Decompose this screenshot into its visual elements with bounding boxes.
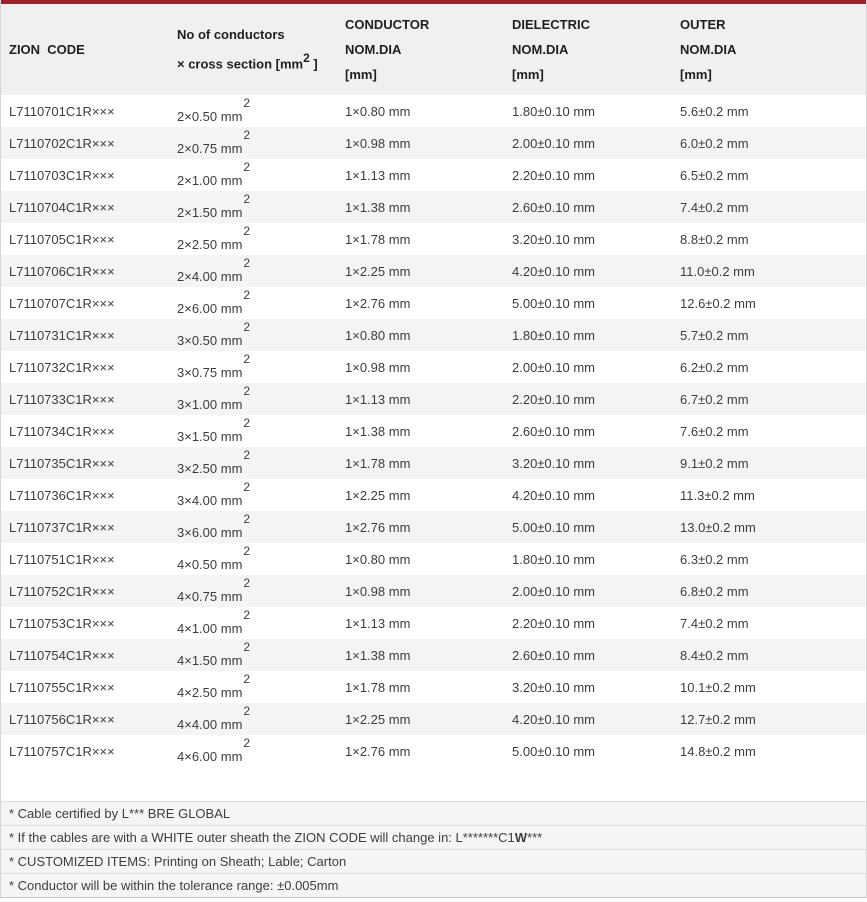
dielectric-dia-cell: 3.20±0.10 mm [512,679,596,695]
table-row [1,95,866,127]
zion-code-cell: L7110757C1R××× [9,743,115,759]
zion-code-cell: L7110754C1R××× [1,639,169,671]
dielectric-dia-cell: 2.20±0.10 mm [512,615,596,631]
dielectric-dia-cell: 2.20±0.10 mm [504,383,672,415]
conductor-dia-cell: 1×1.38 mm [337,639,504,671]
conductor-dia-cell: 1×2.25 mm [345,487,411,503]
table-row [1,191,866,223]
conductor-dia-cell: 1×1.13 mm [337,383,504,415]
dielectric-dia-cell: 2.00±0.10 mm [504,575,672,607]
column-header-zion-code [1,4,169,95]
zion-code-cell: L7110735C1R××× [1,447,169,479]
cross-section-cell: 4×4.00 $mm^2$ [169,703,337,735]
dielectric-dia-cell: 2.60±0.10 mm [504,639,672,671]
footnotes-section [1,801,866,897]
superscript: 2 [243,480,251,495]
dielectric-dia-cell: 5.00±0.10 mm [504,511,672,543]
zion-code-cell: L7110704C1R××× [1,191,169,223]
zion-code-cell: L7110706C1R××× [1,255,169,287]
column-header-conductor-nom-dia [337,4,504,95]
zion-code-cell: L7110732C1R××× [9,359,115,375]
outer-dia-cell: 6.5±0.2 mm [680,167,749,183]
header-label: × cross section [$mm^2$ ] [177,51,318,72]
conductor-dia-cell: 1×0.98 mm [337,127,504,159]
outer-dia-cell: 12.6±0.2 mm [680,295,756,311]
cross-section-cell: 4×2.50 $mm^2$ [177,672,251,700]
superscript: 2 [243,128,251,143]
superscript: 2 [243,160,251,175]
conductor-dia-cell: 1×2.25 mm [337,703,504,735]
footnote-bold-segment: W [514,830,528,845]
table-row [1,479,866,511]
conductor-dia-cell: 1×1.78 mm [345,679,411,695]
dielectric-dia-cell: 2.20±0.10 mm [512,167,596,183]
header-label: NOM.DIA [680,42,737,57]
cross-section-cell: 4×0.50 $mm^2$ [177,544,251,572]
conductor-dia-cell: 1×0.80 mm [345,551,411,567]
conductor-dia-cell: 1×2.76 mm [337,511,504,543]
header-label: ZION CODE [9,42,85,57]
footnote [1,826,866,850]
cross-section-cell: 4×1.50 $mm^2$ [169,639,337,671]
outer-dia-cell: 14.8±0.2 mm [680,743,756,759]
column-header-outer-nom-dia [672,4,866,95]
conductor-dia-cell: 1×0.98 mm [337,575,504,607]
dielectric-dia-cell: 2.00±0.10 mm [504,127,672,159]
header-label: NOM.DIA [512,42,569,57]
table-row [1,415,866,447]
outer-dia-cell: 7.4±0.2 mm [672,191,866,223]
table-body [1,95,866,767]
zion-code-cell: L7110702C1R××× [1,127,169,159]
outer-dia-cell: 8.4±0.2 mm [672,639,866,671]
cross-section-cell: 2×2.50 $mm^2$ [177,224,251,252]
cross-section-cell: 2×4.00 $mm^2$ [169,255,337,287]
header-label: CONDUCTOR [345,17,430,32]
table-row [1,287,866,319]
dielectric-dia-cell: 4.20±0.10 mm [504,703,672,735]
zion-code-cell: L7110705C1R××× [9,231,115,247]
zion-code-cell: L7110733C1R××× [1,383,169,415]
superscript: 2 [243,736,251,751]
outer-dia-cell: 11.3±0.2 mm [680,487,755,503]
header-label: OUTER [680,17,726,32]
superscript: 2 [243,96,251,111]
cross-section-cell: 2×1.50 $mm^2$ [169,191,337,223]
footnote [1,874,866,897]
outer-dia-cell: 12.7±0.2 mm [672,703,866,735]
cross-section-cell: 2×6.00 $mm^2$ [177,288,251,316]
conductor-dia-cell: 1×0.98 mm [345,359,411,375]
conductor-dia-cell: 1×2.76 mm [345,743,411,759]
table-row [1,671,866,703]
table-row [1,543,866,575]
footnote [1,802,866,826]
zion-code-cell: L7110755C1R××× [9,679,115,695]
cross-section-cell: 3×1.50 $mm^2$ [177,416,251,444]
zion-code-cell: L7110707C1R××× [9,295,115,311]
superscript: 2 [243,384,251,399]
dielectric-dia-cell: 3.20±0.10 mm [512,231,596,247]
superscript: 2 [303,51,310,66]
outer-dia-cell: 6.0±0.2 mm [672,127,866,159]
conductor-dia-cell: 1×0.80 mm [337,319,504,351]
zion-code-cell: L7110753C1R××× [9,615,115,631]
cross-section-cell: 3×2.50 $mm^2$ [169,447,337,479]
conductor-dia-cell: 1×1.78 mm [345,231,411,247]
superscript: 2 [243,192,251,207]
conductor-dia-cell: 1×1.38 mm [337,191,504,223]
table-header [1,4,866,95]
superscript: 2 [243,544,251,559]
outer-dia-cell: 6.7±0.2 mm [672,383,866,415]
outer-dia-cell: 11.0±0.2 mm [672,255,866,287]
conductor-dia-cell: 1×0.80 mm [345,103,411,119]
zion-code-cell: L7110737C1R××× [1,511,169,543]
cross-section-cell: 3×4.00 $mm^2$ [177,480,251,508]
table-row [1,447,866,479]
table-row [1,255,866,287]
table-row [1,735,866,767]
zion-code-cell: L7110701C1R××× [9,103,115,119]
dielectric-dia-cell: 4.20±0.10 mm [512,487,596,503]
footnote-text: * CUSTOMIZED ITEMS: Printing on Sheath; Lable; Carton [9,854,347,869]
dielectric-dia-cell: 1.80±0.10 mm [504,319,672,351]
superscript: 2 [243,256,251,271]
zion-code-cell: L7110752C1R××× [1,575,169,607]
header-label: No of conductors [177,27,285,43]
conductor-dia-cell: 1×1.38 mm [345,423,411,439]
table-row [1,223,866,255]
cross-section-cell: 3×1.00 $mm^2$ [169,383,337,415]
outer-dia-cell: 13.0±0.2 mm [672,511,866,543]
dielectric-dia-cell: 3.20±0.10 mm [504,447,672,479]
dielectric-dia-cell: 2.00±0.10 mm [512,359,596,375]
zion-code-cell: L7110756C1R××× [1,703,169,735]
dielectric-dia-cell: 5.00±0.10 mm [512,743,596,759]
superscript: 2 [243,704,251,719]
superscript: 2 [243,224,251,239]
header-row [1,4,866,95]
cross-section-cell: 3×0.75 $mm^2$ [177,352,251,380]
column-header-dielectric-nom-dia [504,4,672,95]
cross-section-cell: 3×6.00 $mm^2$ [169,511,337,543]
table-row [1,575,866,607]
header-label: NOM.DIA [345,42,402,57]
header-label: [mm] [345,67,377,82]
footnote-text: * If the cables are with a WHITE outer sheath the ZION CODE will change in: L*******C1 [9,830,515,845]
table-row [1,703,866,735]
header-label: DIELECTRIC [512,17,590,32]
zion-code-cell: L7110736C1R××× [9,487,115,503]
footnote-text: *** [527,830,543,845]
outer-dia-cell: 6.2±0.2 mm [680,359,749,375]
footnote-text: * Conductor will be within the tolerance range: ±0.005mm [9,878,339,893]
superscript: 2 [243,448,251,463]
outer-dia-cell: 10.1±0.2 mm [680,679,756,695]
footnote [1,850,866,874]
superscript: 2 [243,672,251,687]
outer-dia-cell: 6.3±0.2 mm [680,551,749,567]
outer-dia-cell: 9.1±0.2 mm [672,447,866,479]
outer-dia-cell: 6.8±0.2 mm [672,575,866,607]
zion-code-cell: L7110751C1R××× [9,551,115,567]
dielectric-dia-cell: 2.60±0.10 mm [504,191,672,223]
table-row [1,127,866,159]
superscript: 2 [243,608,251,623]
superscript: 2 [243,352,251,367]
table-row [1,511,866,543]
conductor-dia-cell: 1×2.25 mm [337,255,504,287]
conductor-dia-cell: 1×2.76 mm [345,295,411,311]
conductor-dia-cell: 1×1.13 mm [345,615,411,631]
spacer [1,767,866,801]
dielectric-dia-cell: 1.80±0.10 mm [512,103,596,119]
cross-section-cell: 4×1.00 $mm^2$ [177,608,251,636]
superscript: 2 [243,512,251,527]
conductor-dia-cell: 1×1.78 mm [337,447,504,479]
cross-section-cell: 3×0.50 $mm^2$ [169,319,337,351]
header-label: [mm] [680,67,712,82]
zion-code-cell: L7110734C1R××× [9,423,115,439]
zion-code-cell: L7110703C1R××× [9,167,115,183]
zion-code-cell: L7110731C1R××× [1,319,169,351]
outer-dia-cell: 7.6±0.2 mm [680,423,749,439]
superscript: 2 [243,320,251,335]
table-row [1,319,866,351]
cross-section-cell: 2×1.00 $mm^2$ [177,160,251,188]
cross-section-cell: 4×6.00 $mm^2$ [177,736,251,764]
conductor-dia-cell: 1×1.13 mm [345,167,411,183]
outer-dia-cell: 5.6±0.2 mm [680,103,749,119]
cross-section-cell: 2×0.50 $mm^2$ [177,96,251,124]
header-label: [mm] [512,67,544,82]
cable-spec-table [1,4,866,767]
outer-dia-cell: 8.8±0.2 mm [680,231,749,247]
dielectric-dia-cell: 5.00±0.10 mm [512,295,596,311]
dielectric-dia-cell: 4.20±0.10 mm [504,255,672,287]
outer-dia-cell: 7.4±0.2 mm [680,615,749,631]
superscript: 2 [243,576,251,591]
table-row [1,159,866,191]
table-row [1,607,866,639]
dielectric-dia-cell: 1.80±0.10 mm [512,551,596,567]
superscript: 2 [243,640,251,655]
superscript: 2 [243,416,251,431]
table-row [1,351,866,383]
table-row [1,383,866,415]
dielectric-dia-cell: 2.60±0.10 mm [512,423,596,439]
cross-section-cell: 4×0.75 $mm^2$ [169,575,337,607]
table-row [1,639,866,671]
outer-dia-cell: 5.7±0.2 mm [672,319,866,351]
footnote-text: * Cable certified by L*** BRE GLOBAL [9,806,231,821]
superscript: 2 [243,288,251,303]
column-header-conductors-cross-section [169,4,337,95]
cross-section-cell: 2×0.75 $mm^2$ [169,127,337,159]
